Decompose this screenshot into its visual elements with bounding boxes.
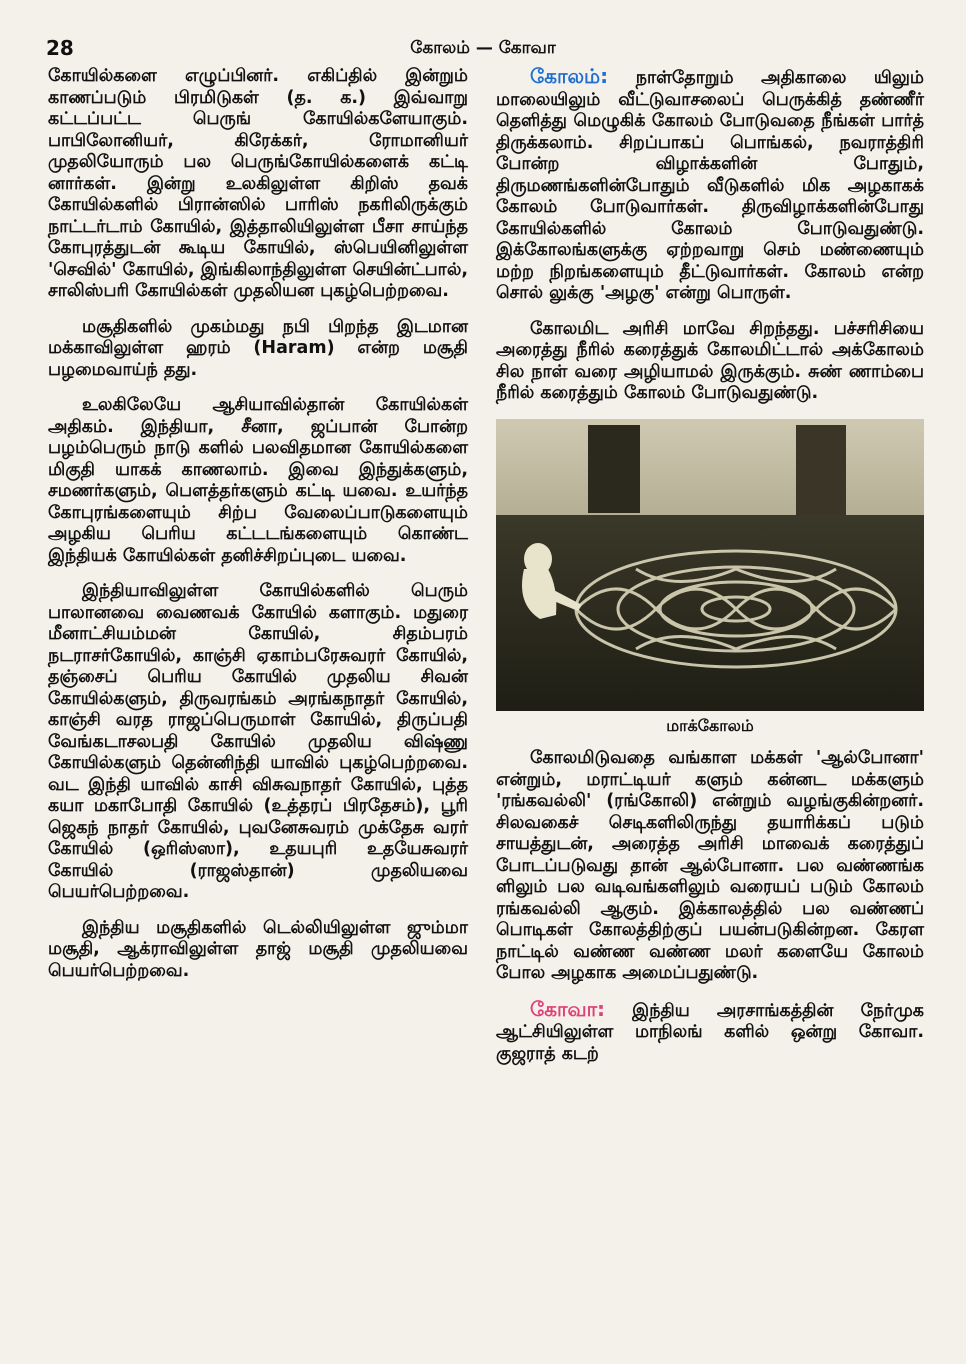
entry-heading-goa: கோவா: xyxy=(530,996,606,1021)
entry-heading-kolam: கோலம்: xyxy=(530,64,609,88)
paragraph-temples-world: கோயில்களை எழுப்பினர். எகிப்தில் இன்றும் காணப்படும் பிரமிடுகள் (த. க.) இவ்வாறு கட்டப்பட்ட பெருங் கோயில்களேயாகும். பாபிலோனியர், கிரேக்கர், ரோமானியர் முதலியோரும் பல பெருங்கோயில்களைக் கட்டி னார்கள். இன்று உலகிலுள்ள கிறிஸ் தவக் கோயில்களில் பிரான்ஸில் பாரிஸ் நகரிலிருக்கும் நாட்டர்டாம் கோயில், இத்தாலியிலுள்ள பீசா சாய்ந்த கோபுரத்துடன் கூடிய கோயில், ஸ்பெயினிலுள்ள 'செவில்' கோயில், இங்கிலாந்திலுள்ள செயின்ட்பால், சாலிஸ்பரி கோயில்கள் முதலியன புகழ்பெற்றவை. xyxy=(48,66,468,301)
kolam-photo xyxy=(496,419,924,711)
paragraph-asia-temples: உலகிலேயே ஆசியாவில்தான் கோயில்கள் அதிகம். இந்தியா, சீனா, ஜப்பான் போன்ற பழம்பெரும் நாடு களில் பலவிதமான கோயில்களை மிகுதி யாகக் காணலாம். இவை இந்துக்களும், சமணர்களும், பௌத்தர்களும் கட்டி யவை. உயர்ந்த கோபுரங்களையும் சிற்ப வேலைப்பாடுகளையும் அழகிய பெரிய கட்டடங்களையும் கொண்ட இந்தியக் கோயில்கள் தனிச்சிறப்புடை யவை. xyxy=(48,395,468,566)
paragraph-goa xyxy=(496,996,924,1066)
paragraph-kolam-intro xyxy=(496,66,924,305)
left-column xyxy=(48,66,468,996)
page-number: 28 xyxy=(46,36,74,60)
running-title: கோலம் — கோவா xyxy=(410,38,556,58)
kolam-photo-image xyxy=(496,419,924,711)
figure-caption: மாக்கோலம் xyxy=(666,715,754,735)
kolam-intro-text: நாள்தோறும் அதிகாலை யிலும் மாலையிலும் வீட்டுவாசலைப் பெருக்கித் தண்ணீர் தெளித்து மெழுகிக் கோலம் போடுவதை நீங்கள் பார்த் திருக்கலாம். சிறப்பாகப் பொங்கல், நவராத்திரி போன்ற விழாக்களின் போதும், திருமணங்களின்போதும் வீடுகளில் மிக அழகாகக் கோலம் போடுவார்கள். திருவிழாக்களின்போது கோயில்களில் கோலம் போடுவதுண்டு. இக்கோலங்களுக்கு ஏற்றவாறு செம் மண்ணையும் மற்ற நிறங்களையும் தீட்டுவார்கள். கோலம் என்ற சொல் லுக்கு 'அழகு' என்று பொருள். xyxy=(496,68,924,303)
paragraph-kolam-regional: கோலமிடுவதை வங்காள மக்கள் 'ஆல்போனா' என்றும், மராட்டியர் களும் கன்னட மக்களும் 'ரங்கவல்லி' (ரங்கோலி) என்றும் வழங்குகின்றனர். சிலவகைச் செடிகளிலிருந்து தயாரிக்கப் படும் சாயத்துடன், அரைத்த அரிசி மாவைக் கரைத்துப் போடப்படுவது தான் ஆல்போனா. பல வண்ணங்க ளிலும் பல வடிவங்களிலும் வரையப் படும் கோலம் ரங்கவல்லி ஆகும். இக்காலத்தில் பல வண்ணப் பொடிகள் கோலத்திற்குப் பயன்படுகின்றன. கேரள நாட்டில் வண்ண வண்ண மலர் களையே கோலம் போல அழகாக அமைப்பதுண்டு. xyxy=(496,748,924,983)
right-column xyxy=(496,66,924,1079)
goa-intro-text: இந்திய அரசாங்கத்தின் நேர்முக ஆட்சியிலுள்ள மாநிலங் களில் ஒன்று கோவா. குஜராத் கடற் xyxy=(496,1000,924,1064)
paragraph-mosques: மசூதிகளில் முகம்மது நபி பிறந்த இடமான மக்காவிலுள்ள ஹரம் (Haram) என்ற மசூதி பழமைவாய்ந் தது. xyxy=(48,316,468,380)
paragraph-indian-temples: இந்தியாவிலுள்ள கோயில்களில் பெரும் பாலானவை வைணவக் கோயில் களாகும். மதுரை மீனாட்சியம்மன் கோயில், சிதம்பரம் நடராசர்கோயில், காஞ்சி ஏகாம்பரேசுவரர் கோயில், தஞ்சைப் பெரிய கோயில் முதலிய சிவன் கோயில்களும், திருவரங்கம் அரங்கநாதர் கோயில், காஞ்சி வரத ராஜப்பெருமாள் கோயில், திருப்பதி வேங்கடாசலபதி கோயில் முதலிய விஷ்ணு கோயில்களும் தென்னிந்தி யாவில் புகழ்பெற்றவை. வட இந்தி யாவில் காசி விசுவநாதர் கோயில், புத்த கயா மகாபோதி கோயில் (உத்தரப் பிரதேசம்), பூரி ஜெகந் நாதர் கோயில், புவனேசுவரம் முக்தேசு வரர் கோயில் (ஒரிஸ்ஸா), உதயபுரி உதயேசுவரர் கோயில் (ராஜஸ்தான்) முதலியவை பெயர்பெற்றவை. xyxy=(48,581,468,902)
paragraph-indian-mosques: இந்திய மசூதிகளில் டெல்லியிலுள்ள ஜும்மா மசூதி, ஆக்ராவிலுள்ள தாஜ் மசூதி முதலியவை பெயர்பெற்றவை. xyxy=(48,917,468,981)
paragraph-kolam-materials: கோலமிட அரிசி மாவே சிறந்தது. பச்சரிசியை அரைத்து நீரில் கரைத்துக் கோலமிட்டால் அக்கோலம் சில நாள் வரை அழியாமல் இருக்கும். சுண் ணாம்பை நீரில் கரைத்தும் கோலம் போடுவதுண்டு. xyxy=(496,318,924,403)
